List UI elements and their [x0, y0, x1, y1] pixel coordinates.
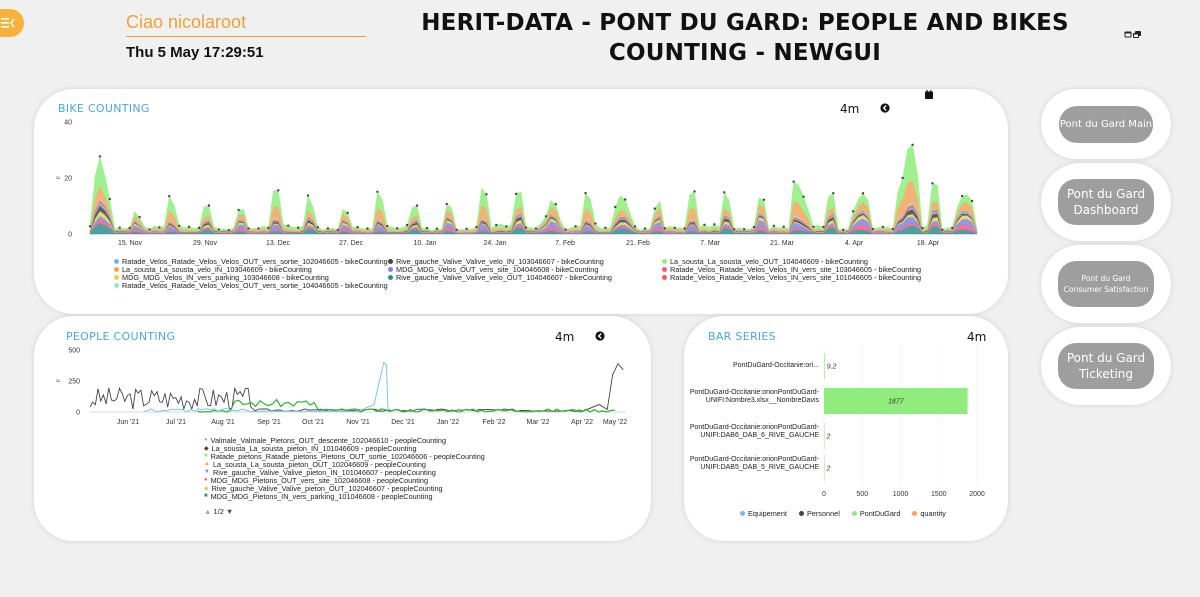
bar [824, 455, 825, 481]
bike-y-axis-label: ≈ [56, 175, 60, 182]
bike-point [416, 204, 418, 206]
bike-point [396, 227, 398, 229]
pont-du-gard-consumer-satisfaction-button[interactable]: Pont du Gard Consumer Satisfaction [1058, 261, 1154, 307]
people-legend-label: MDG_MDG_Pietons_IN_vers_parking_101046608 - peopleCounting [210, 491, 433, 501]
window-minimize-icon[interactable] [1124, 31, 1132, 38]
bike-point [753, 226, 755, 228]
bike-point [446, 203, 448, 205]
side-card-satisfaction [1041, 245, 1171, 323]
bike-point [882, 226, 884, 228]
bar-legend-item[interactable] [912, 509, 946, 517]
bike-point [664, 227, 666, 229]
people-legend-label: Rive_gauche_Valive_Valive_pieton_IN_101046607 - peopleCounting [212, 467, 436, 477]
people-range-selector[interactable]: 4m [555, 330, 575, 344]
legend-marker-icon [662, 267, 667, 272]
people-legend[interactable] [204, 436, 524, 502]
bike-point [366, 227, 368, 229]
bike-point [218, 228, 220, 230]
legend-marker-icon [388, 267, 393, 272]
legend-marker-icon [388, 259, 393, 264]
bike-back-icon[interactable] [880, 103, 890, 113]
bike-point [763, 199, 765, 201]
pager-text: 1/2 [213, 507, 224, 516]
hamburger-menu-icon [1, 17, 15, 29]
people-series-line [90, 364, 623, 412]
people-panel-title: PEOPLE COUNTING [66, 330, 176, 343]
bike-x-tick: 21. Mar [770, 240, 794, 247]
people-y-tick: 0 [76, 409, 80, 417]
bike-point [208, 204, 210, 206]
bike-x-tick: 24. Jan [483, 240, 507, 247]
people-x-tick: Jan '22 [436, 419, 460, 426]
bike-x-tick: 10. Jan [413, 240, 437, 247]
bike-point [426, 227, 428, 229]
bike-point [505, 225, 507, 227]
bike-point [128, 227, 130, 229]
bar-x-tick: 500 [856, 491, 869, 498]
people-y-tick: 500 [68, 347, 80, 355]
window-icons[interactable] [1124, 31, 1141, 38]
bike-point [842, 229, 844, 231]
bar-legend-label: Personnel [806, 508, 840, 518]
bike-point [723, 191, 725, 193]
bike-point [237, 209, 239, 211]
legend-marker-icon [912, 511, 917, 516]
bar-legend-item[interactable] [740, 509, 787, 517]
bike-point [436, 227, 438, 229]
bike-point [148, 228, 150, 230]
bike-point [317, 226, 319, 228]
bike-point [654, 207, 656, 209]
bike-point [277, 189, 279, 191]
bar-panel-title: BAR SERIES [708, 330, 776, 343]
bike-point [911, 144, 913, 146]
menu-toggle-button[interactable] [0, 9, 24, 37]
people-legend-label: Ratade_pietons_Ratade_pietons_Pietons_OUT_sortie_102046606 - peopleCounting [210, 451, 485, 461]
bike-point [961, 195, 963, 197]
bar-legend-label: PontDuGard [859, 508, 901, 518]
bike-point [733, 228, 735, 230]
bike-point [555, 203, 557, 205]
greeting-text: Ciao nicolaroot [126, 12, 366, 37]
bike-x-tick: 21. Feb [626, 240, 650, 247]
bike-x-tick: 29. Nov [192, 240, 218, 247]
bike-point [743, 228, 745, 230]
people-legend-pager[interactable] [204, 507, 233, 516]
bike-point [168, 195, 170, 197]
bar [824, 423, 825, 449]
bike-point [644, 227, 646, 229]
people-legend-label: Valmale_Valmale_Pietons_OUT_descente_102046610 - peopleCounting [210, 435, 447, 445]
bar-x-tick: 2000 [969, 491, 985, 498]
bike-point [346, 212, 348, 214]
bike-point [376, 191, 378, 193]
clock-text: Thu 5 May 17:29:51 [126, 44, 264, 61]
bike-point [674, 227, 676, 229]
legend-marker-icon [114, 267, 119, 272]
bar [824, 353, 825, 379]
bike-x-tick: 13. Dec [265, 240, 291, 247]
bike-point [247, 227, 249, 229]
people-back-icon[interactable] [595, 331, 605, 341]
bar-value-label: 2 [826, 433, 831, 441]
side-card-main [1041, 89, 1171, 159]
bar-legend-item[interactable] [852, 509, 901, 517]
bike-legend-item[interactable] [662, 273, 962, 281]
bike-calendar-icon[interactable] [925, 90, 933, 99]
bike-point [614, 206, 616, 208]
bike-point [327, 227, 329, 229]
bike-point [287, 225, 289, 227]
bar-category-label: PontDuGard-Occitanie:orionPontDuGard-UNIFI:Nombre3.xlsx__NombreDavis [689, 389, 819, 404]
bike-point [337, 229, 339, 231]
people-x-tick: Jun '21 [116, 419, 140, 426]
legend-marker-icon: ▲ [204, 461, 210, 467]
bar-category-label: PontDuGard-Occitanie:orionPontDuGard-UNIFI:DAB6_DAB_6_RIVE_GAUCHE [689, 424, 819, 439]
legend-marker-icon [114, 283, 119, 288]
bike-legend[interactable] [114, 257, 994, 289]
bike-x-tick: 15. Nov [117, 240, 143, 247]
legend-marker-icon [852, 511, 857, 516]
bike-legend-label: Ratade_Velos_Ratade_Velos_Velos_OUT_vers_sortie_102046605 - bikeCounting [122, 256, 388, 266]
bar-series-panel [684, 316, 1008, 541]
legend-marker-icon: ● [204, 437, 208, 443]
bike-point [693, 190, 695, 192]
legend-marker-icon: ◆ [204, 485, 209, 492]
people-counting-chart [48, 344, 648, 444]
people-y-tick: 250 [68, 378, 80, 386]
bike-point [574, 225, 576, 227]
bike-point [307, 194, 309, 196]
bike-point [634, 225, 636, 227]
bar-legend[interactable] [740, 509, 946, 517]
legend-marker-icon: ● [204, 477, 208, 483]
bike-legend-label: Rive_gauche_Valive_Valive_velo_OUT_104046607 - bikeCounting [396, 272, 612, 282]
bike-point [941, 229, 943, 231]
bar-legend-item[interactable] [799, 509, 840, 517]
bike-point [485, 193, 487, 195]
bike-point [951, 227, 953, 229]
bike-x-tick: 7. Feb [555, 240, 575, 247]
bike-point [267, 227, 269, 229]
bike-point [931, 182, 933, 184]
legend-marker-icon [114, 259, 119, 264]
bike-point [594, 222, 596, 224]
bike-x-tick: 4. Apr [844, 240, 864, 247]
people-x-tick: May '22 [602, 419, 628, 426]
people-x-tick: Mar '22 [526, 419, 550, 426]
pont-du-gard-dashboard-button[interactable]: Pont du Gard Dashboard [1058, 179, 1154, 225]
pont-du-gard-ticketing-button[interactable]: Pont du Gard Ticketing [1058, 343, 1154, 389]
legend-marker-icon [799, 511, 804, 516]
bike-panel-title: BIKE COUNTING [58, 102, 150, 115]
people-legend-label: La_sousta_La_sousta_pieton_IN_101046609 - peopleCounting [211, 443, 417, 453]
bike-series-area [90, 198, 977, 232]
bike-point [465, 228, 467, 230]
bike-point [872, 228, 874, 230]
legend-marker-icon [388, 275, 393, 280]
bike-point [475, 226, 477, 228]
side-card-dashboard [1041, 163, 1171, 241]
bike-point [812, 226, 814, 228]
bike-point [525, 226, 527, 228]
bike-point [158, 226, 160, 228]
people-legend-label: La_sousta_La_sousta_pieton_OUT_102046609 - peopleCounting [212, 459, 426, 469]
people-x-tick: Feb '22 [482, 419, 506, 426]
people-x-tick: Apr '22 [571, 419, 593, 426]
bike-point [297, 227, 299, 229]
bike-point [535, 227, 537, 229]
bar-value-label: 1877 [888, 398, 904, 406]
bike-point [683, 227, 685, 229]
people-x-tick: Aug '21 [211, 419, 235, 426]
bike-y-tick: 0 [68, 231, 72, 239]
people-counting-panel [34, 316, 651, 541]
bar-series-chart [684, 316, 1008, 498]
legend-marker-icon [662, 259, 667, 264]
bar-value-label: 9.2 [826, 363, 837, 371]
bike-point [773, 225, 775, 227]
page-title: HERIT-DATA - PONT DU GARD: PEOPLE AND BIKES COUNTING - NEWGUI [421, 10, 1069, 66]
bar-value-label: 2 [826, 465, 831, 473]
bike-point [832, 192, 834, 194]
bar-category-label: PontDuGard-Occitanie:orionPontDuGard-UNIFI:DAB5_DAB_5_RIVE_GAUCHE [689, 456, 819, 471]
bike-point [119, 226, 121, 228]
pager-down-icon[interactable]: ▼ [225, 507, 234, 516]
bike-point [188, 226, 190, 228]
legend-marker-icon [662, 275, 667, 280]
bike-x-tick: 7. Mar [700, 240, 720, 247]
bike-y-tick: 20 [64, 175, 72, 183]
people-y-axis-label: ≈ [56, 378, 60, 385]
bike-legend-label: MDG_MDG_Velos_IN_vers_parking_103046608 - bikeCounting [122, 272, 329, 282]
bike-point [109, 198, 111, 200]
bike-y-tick: 40 [64, 119, 72, 127]
bike-legend-item[interactable] [388, 273, 662, 281]
bike-legend-label: Ratade_Velos_Ratade_Velos_Velos_IN_vers_site_101046605 - bikeCounting [670, 272, 922, 282]
bike-point [545, 215, 547, 217]
bike-point [406, 224, 408, 226]
bike-point [99, 155, 101, 157]
people-x-tick: Jul '21 [165, 419, 187, 426]
bike-point [822, 226, 824, 228]
people-x-tick: Nov '21 [346, 419, 370, 426]
bike-point [792, 180, 794, 182]
people-legend-label: Rive_gauche_Valive_Valive_pieton_OUT_102046607 - peopleCounting [211, 483, 443, 493]
bike-series-area [90, 200, 977, 233]
bike-point [495, 224, 497, 226]
bike-point [624, 198, 626, 200]
people-x-tick: Sep '21 [257, 419, 281, 426]
bar-x-tick: 1500 [930, 491, 947, 498]
bar-legend-label: Equipement [748, 508, 787, 518]
bike-point [802, 196, 804, 198]
bike-point [455, 229, 457, 231]
bike-legend-label: La_sousta_La_sousta_velo_IN_103046609 - bikeCounting [122, 264, 312, 274]
bike-range-selector[interactable]: 4m [840, 102, 860, 116]
legend-marker-icon [114, 275, 119, 280]
bike-x-tick: 27. Dec [338, 240, 364, 247]
bike-point [198, 227, 200, 229]
bar-range-selector[interactable]: 4m [967, 330, 987, 344]
bike-legend-label: Ratade_Velos_Ratade_Velos_Velos_OUT_vers_sortie_104046605 - bikeCounting [122, 280, 388, 290]
bar-category-label: PontDuGard-Occitanie:ori... [733, 362, 819, 369]
bike-point [921, 227, 923, 229]
bike-point [971, 200, 973, 202]
bike-legend-label: Ratade_Velos_Ratade_Velos_Velos_IN_vers_site_103046605 - bikeCounting [670, 264, 922, 274]
bike-legend-label: Rive_gauche_Valive_Valive_velo_IN_103046607 - bikeCounting [396, 256, 604, 266]
bar-x-tick: 1000 [892, 491, 909, 498]
bike-point [852, 210, 854, 212]
people-x-tick: Dec '21 [391, 419, 415, 426]
bike-legend-label: MDG_MDG_Velos_OUT_vers_site_104046608 - bikeCounting [396, 264, 599, 274]
pont-du-gard-main-button[interactable]: Pont du Gard Main [1059, 106, 1153, 143]
bike-point [901, 177, 903, 179]
pager-up-icon[interactable]: ▲ [204, 507, 212, 516]
bike-point [783, 226, 785, 228]
bike-point [386, 225, 388, 227]
legend-marker-icon: ■ [204, 493, 208, 499]
bike-legend-label: La_sousta_La_sousta_velo_OUT_104046609 - bikeCounting [670, 256, 868, 266]
people-series-line [197, 400, 615, 412]
bike-point [228, 229, 230, 231]
bike-point [862, 192, 864, 194]
legend-marker-icon: ◆ [204, 445, 209, 452]
people-x-tick: Oct '21 [302, 419, 324, 426]
bike-series-area [90, 181, 977, 232]
people-legend-item[interactable] [204, 492, 524, 500]
bike-series-area [90, 145, 977, 231]
bike-counting-panel [34, 89, 1008, 314]
bike-point [892, 228, 894, 230]
bike-point [515, 193, 517, 195]
bar-legend-label: quantity [920, 508, 946, 518]
side-card-ticketing [1041, 327, 1171, 405]
bike-point [257, 227, 259, 229]
legend-marker-icon [740, 511, 745, 516]
people-legend-label: MDG_MDG_Pietons_OUT_vers_site_102046608 - peopleCounting [210, 475, 429, 485]
bar-x-tick: 0 [822, 491, 826, 498]
bike-point [703, 224, 705, 226]
bike-point [604, 227, 606, 229]
bike-x-tick: 18. Apr [916, 240, 940, 247]
bike-point [356, 226, 358, 228]
bike-point [713, 223, 715, 225]
bike-legend-item[interactable] [114, 281, 388, 289]
legend-marker-icon: ▼ [204, 469, 210, 475]
legend-marker-icon: ■ [204, 453, 208, 459]
window-restore-icon[interactable] [1133, 31, 1141, 38]
bike-point [178, 225, 180, 227]
bike-point [138, 216, 140, 218]
bike-point [89, 225, 91, 227]
bike-point [584, 192, 586, 194]
bike-point [565, 228, 567, 230]
bike-counting-chart [52, 114, 992, 264]
